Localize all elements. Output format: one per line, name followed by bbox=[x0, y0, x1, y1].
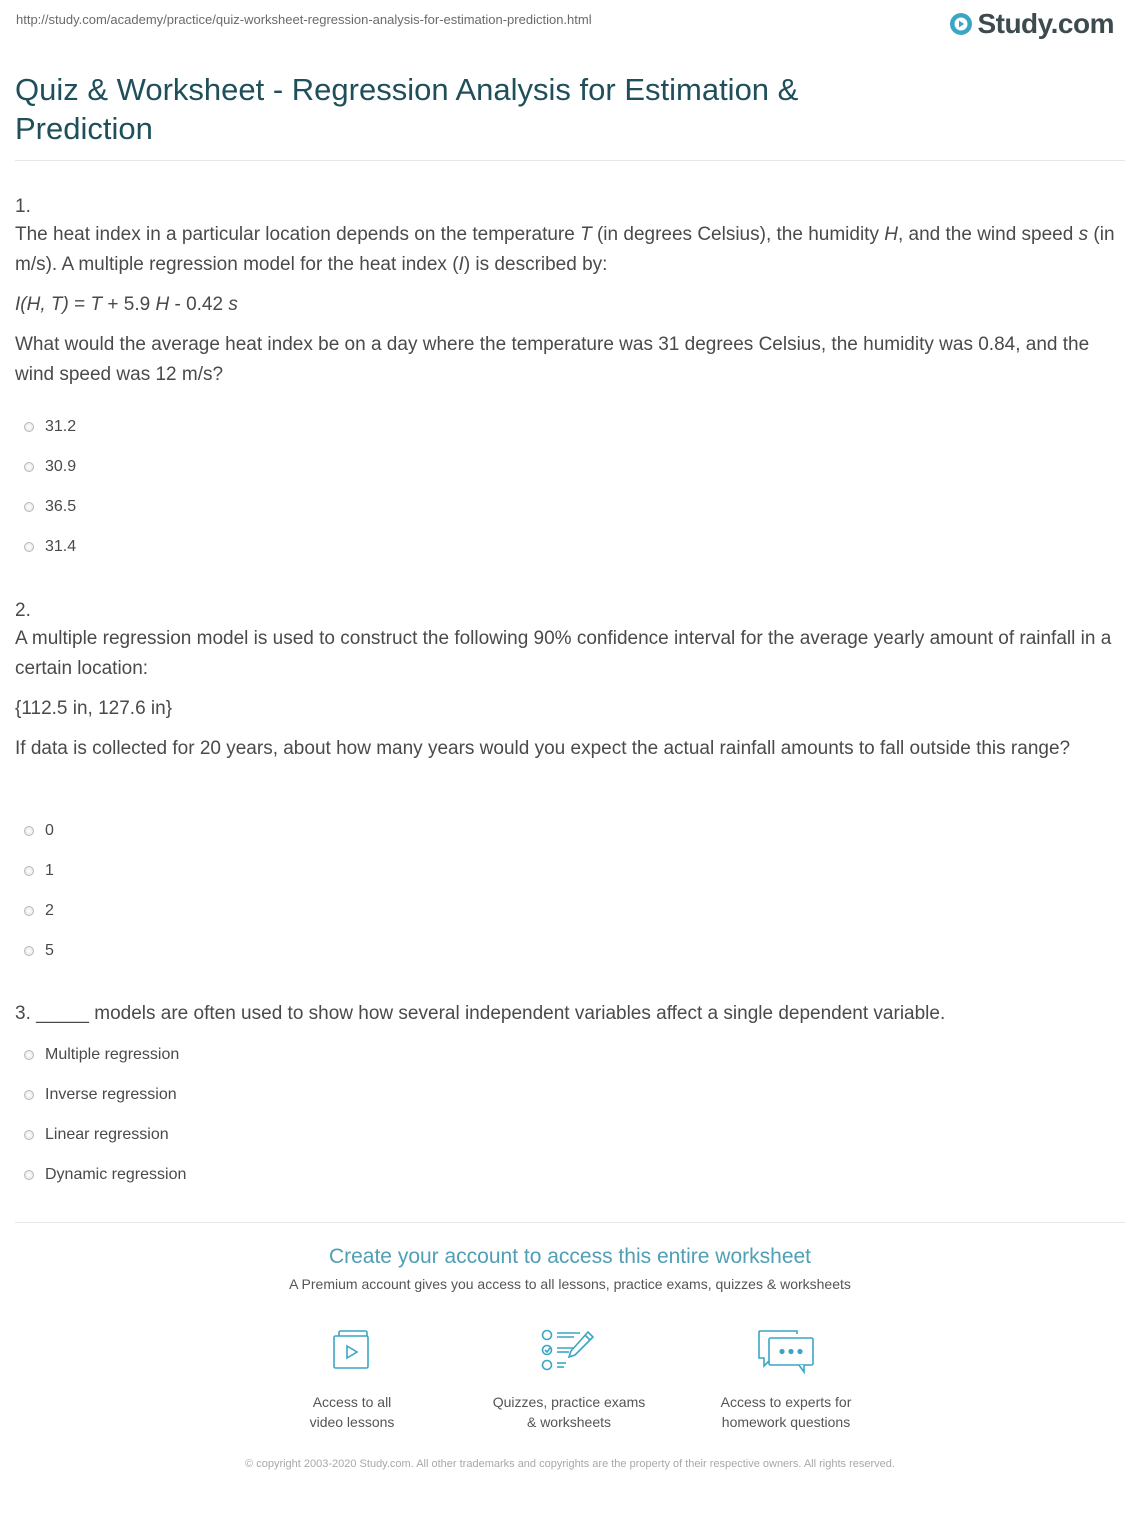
question-3-text: 3. _____ models are often used to show how several independent variables affect a single dependent variable. bbox=[15, 1003, 946, 1024]
question-1-choice[interactable] bbox=[24, 457, 76, 477]
title-divider bbox=[15, 160, 1125, 161]
choice-label: 5 bbox=[45, 942, 54, 959]
page-url: http://study.com/academy/practice/quiz-worksheet-regression-analysis-for-estimation-prediction.html bbox=[16, 12, 592, 27]
question-2-choice[interactable] bbox=[24, 941, 54, 961]
radio-button[interactable] bbox=[24, 826, 34, 836]
question-2-number: 2. bbox=[15, 600, 31, 621]
study-logo[interactable] bbox=[949, 8, 1114, 40]
radio-button[interactable] bbox=[24, 1090, 34, 1100]
choice-label: 31.4 bbox=[45, 538, 77, 555]
choice-label: 1 bbox=[45, 862, 54, 879]
question-1-text: The heat index in a particular location depends on the temperature T (in degrees Celsius), the humidity H, and the wind speed s (in m/s). A multiple regression model for the heat index (I) is described by: bbox=[15, 224, 1115, 275]
cta-divider bbox=[15, 1222, 1125, 1223]
play-circle-icon bbox=[949, 12, 973, 36]
question-1-formula: I(H, T) = T + 5.9 H - 0.42 s bbox=[15, 294, 238, 315]
question-3-choice[interactable] bbox=[24, 1125, 169, 1145]
choice-label: 36.5 bbox=[45, 498, 77, 515]
choice-label: Multiple regression bbox=[45, 1046, 180, 1063]
question-3-choice[interactable] bbox=[24, 1085, 177, 1105]
radio-button[interactable] bbox=[24, 1170, 34, 1180]
question-3-number: 3. bbox=[15, 1003, 31, 1024]
choice-label: 0 bbox=[45, 822, 54, 839]
radio-button[interactable] bbox=[24, 866, 34, 876]
choice-label: Linear regression bbox=[45, 1126, 169, 1143]
radio-button[interactable] bbox=[24, 946, 34, 956]
chat-bubbles-icon bbox=[753, 1328, 819, 1376]
radio-button[interactable] bbox=[24, 462, 34, 472]
question-2-choice[interactable] bbox=[24, 861, 54, 881]
question-2-text: A multiple regression model is used to construct the following 90% confidence interval for the average yearly amount of rainfall in a certain location: bbox=[15, 628, 1112, 679]
question-3-choice[interactable] bbox=[24, 1045, 179, 1065]
video-lesson-icon bbox=[319, 1328, 385, 1376]
feature-quizzes: Quizzes, practice exams & worksheets bbox=[479, 1328, 659, 1432]
question-1-prompt: What would the average heat index be on a day where the temperature was 31 degrees Celsius, the humidity was 0.84, and the wind speed was 12 m/s? bbox=[15, 334, 1090, 385]
checklist-icon bbox=[536, 1328, 602, 1376]
question-2-choice[interactable] bbox=[24, 821, 54, 841]
radio-button[interactable] bbox=[24, 1130, 34, 1140]
question-2-interval: {112.5 in, 127.6 in} bbox=[15, 698, 173, 719]
feature-video-lessons: Access to all video lessons bbox=[262, 1328, 442, 1432]
question-1-number: 1. bbox=[15, 196, 31, 217]
question-3-choice[interactable] bbox=[24, 1165, 186, 1185]
radio-button[interactable] bbox=[24, 502, 34, 512]
question-2-choice[interactable] bbox=[24, 901, 54, 921]
radio-button[interactable] bbox=[24, 542, 34, 552]
cta-subtitle: A Premium account gives you access to all lessons, practice exams, quizzes & worksheets bbox=[289, 1276, 851, 1292]
question-2-prompt: If data is collected for 20 years, about how many years would you expect the actual rainfall amounts to fall outside this range? bbox=[15, 738, 1071, 759]
choice-label: 31.2 bbox=[45, 418, 77, 435]
choice-label: Dynamic regression bbox=[45, 1166, 187, 1183]
choice-label: Inverse regression bbox=[45, 1086, 177, 1103]
question-1-choice[interactable] bbox=[24, 537, 76, 557]
copyright-notice: © copyright 2003-2020 Study.com. All other trademarks and copyrights are the property of their respective owners. All rights reserved. bbox=[245, 1458, 895, 1470]
choice-label: 2 bbox=[45, 902, 54, 919]
radio-button[interactable] bbox=[24, 906, 34, 916]
create-account-link[interactable]: Create your account to access this entire worksheet bbox=[328, 1245, 812, 1268]
radio-button[interactable] bbox=[24, 1050, 34, 1060]
feature-experts: Access to experts for homework questions bbox=[696, 1328, 876, 1432]
choice-label: 30.9 bbox=[45, 458, 77, 475]
question-1-choice[interactable] bbox=[24, 497, 76, 517]
page-title: Quiz & Worksheet - Regression Analysis for Estimation & Prediction bbox=[15, 72, 799, 146]
radio-button[interactable] bbox=[24, 422, 34, 432]
question-1-choice[interactable] bbox=[24, 417, 76, 437]
logo-wordmark: Study.com bbox=[977, 8, 1114, 39]
